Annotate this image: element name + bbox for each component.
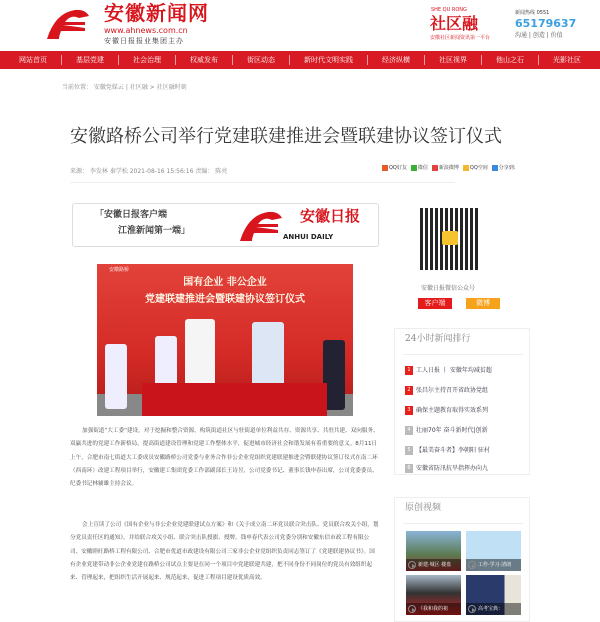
- site-url: www.ahnews.com.cn: [104, 26, 188, 35]
- rank-item[interactable]: 4 壮丽70年 奋斗新时代|创新: [405, 426, 509, 435]
- rank-item[interactable]: 1 工人日报 丨 安徽年均减贫超: [405, 366, 509, 375]
- wechat-icon: [411, 165, 417, 171]
- page-title: 安徽路桥公司举行党建联建推进会暨联建协议签订仪式: [70, 126, 502, 147]
- share-bar: [382, 164, 515, 171]
- video-thumb[interactable]: 工作·学习·清朗: [466, 531, 521, 571]
- shequrong-logo[interactable]: 社区融: [430, 14, 479, 33]
- video-thumb[interactable]: 新建·城区 楼盘: [406, 531, 461, 571]
- rank-item[interactable]: 5 【最美奋斗者】李朝阳 驻村: [405, 446, 509, 455]
- nav-item[interactable]: 基层党建: [62, 55, 119, 65]
- share-qq-friend[interactable]: QQ好友: [382, 164, 407, 171]
- photo-headline1: 国有企业 非公企业: [183, 277, 267, 288]
- ranking-title: 24小时新闻排行: [405, 334, 471, 344]
- share-wechat[interactable]: 微信: [411, 164, 428, 171]
- divider: [70, 182, 455, 183]
- site-name[interactable]: 安徽新闻网: [104, 1, 209, 25]
- article-paragraph: 会上宣读了公司《国有企业与非公企业党建联建试点方案》和《关于成立南二环党员联合突击队、党员联合攻关小组，划分党员责任区的通知》，并给联合攻关小组、联合突击队授旗、授牌。钱申春代表公司党委分别和安徽东信市政工程有限公司、安徽睦旺路桥工程有限公司、合肥市优道市政建设有限公司三家非公企业党组织负责同志签订了《党建联建协议书》。国有企业党建带动非公企业党建在路桥公司试点主要是在同一个项目中党建联建共建，把不同身份不同岗位的党员有效组织起来、管理起来，把组织生活开展起来、规范起来，促进工程项目建设优质高效。: [70, 522, 379, 582]
- video-thumb[interactable]: 高考宝典：: [466, 575, 521, 615]
- photo-table: [142, 383, 327, 416]
- qq-icon: [382, 165, 388, 171]
- banner-line1: 「安徽日报客户端: [95, 210, 168, 220]
- video-thumb[interactable]: 《我和我的祖: [406, 575, 461, 615]
- qr-center-logo: [442, 231, 458, 245]
- ahnews-logo-icon: [45, 8, 100, 40]
- qzone-icon: [463, 165, 469, 171]
- news-ranking: [394, 328, 530, 475]
- plus-icon: [492, 165, 498, 171]
- share-more[interactable]: 分享到:: [492, 164, 516, 171]
- photo-logo: 安徽路桥: [109, 267, 130, 273]
- nav-item[interactable]: 新时代文明实践: [290, 55, 368, 65]
- nav-item[interactable]: 网站首页: [5, 55, 62, 65]
- divider: [403, 354, 523, 355]
- sq-en: SHE QU RONG: [431, 7, 467, 13]
- nav-item[interactable]: 权威发布: [176, 55, 233, 65]
- client-button[interactable]: 客户端: [418, 298, 452, 309]
- weibo-icon: [432, 165, 438, 171]
- site-sub: 安徽日报报业集团主办: [104, 37, 184, 45]
- nav-item[interactable]: 经济纵横: [368, 55, 425, 65]
- breadcrumb[interactable]: 当前位置： 安徽党媒云 | 社区融 > 社区融时刻: [62, 84, 187, 91]
- hotline-label: 新闻热线 0551: [515, 10, 550, 16]
- share-weibo[interactable]: 新浪微博: [432, 164, 459, 171]
- hotline-number: 65179637: [515, 17, 577, 30]
- share-qzone[interactable]: QQ空间: [463, 164, 488, 171]
- banner-line2: 江淮新闻第一端」: [118, 226, 191, 236]
- photo-headline2: 党建联建推进会暨联建协议签订仪式: [145, 294, 305, 305]
- sq-sub: 安徽社区新闻资讯第一平台: [430, 35, 491, 41]
- main-nav: [0, 51, 600, 69]
- slogan: 沟通 | 创造 | 价值: [515, 32, 563, 39]
- rank-item[interactable]: 6 安徽省防汛抗旱指挥办向九: [405, 464, 509, 473]
- nav-item[interactable]: 他山之石: [482, 55, 539, 65]
- anhui-daily-banner[interactable]: [72, 203, 379, 247]
- article-paragraph: 加强街道“大工委”建设，对于挖掘和整合资源，构筑街道社区与驻街道单位利益共存、资源共享、共驻共建、双向服务、双赢共进的党建工作新格局，提高街道建设管理和党建工作整体水平，促进城市经济社会和谐发展有着重要的意义。8月11日上午，合肥市南七街道大工委成员安徽路桥公司党委与业务合作非公企业党组织党建联建推进会暨联建协议签订仪式在南二环（西南环）改建工程项目举行，安徽建工集团党委工作部副部长王诗昱，公司党委书记、董事长钱申春出席，公司党委委员、纪委书记林辅雄主持会议。: [70, 428, 379, 488]
- article-photo: [97, 264, 353, 416]
- weibo-button[interactable]: 微博: [466, 298, 500, 309]
- rank-item[interactable]: 2 张昌尔主持召开省政协党组: [405, 386, 509, 395]
- nav-item[interactable]: 光影社区: [553, 56, 581, 64]
- article-meta: 来源： 李发林 秦学松 2021-08-16 15:56:16 责编： 陈亮: [70, 168, 228, 175]
- photo-person: [105, 344, 127, 409]
- banner-logo-cn: 安徽日报: [300, 207, 361, 225]
- nav-item[interactable]: 社会治理: [119, 55, 176, 65]
- divider: [403, 523, 523, 524]
- banner-logo-en: ANHUI DAILY: [283, 233, 334, 241]
- original-videos: [394, 497, 530, 622]
- nav-item[interactable]: 社区视界: [425, 55, 482, 65]
- nav-item[interactable]: 街区动态: [233, 55, 290, 65]
- qr-caption: 安徽日报微信公众号: [421, 285, 476, 292]
- rank-item[interactable]: 3 确保主题教育取得实效系列: [405, 406, 509, 415]
- video-title: 原创视频: [405, 503, 442, 513]
